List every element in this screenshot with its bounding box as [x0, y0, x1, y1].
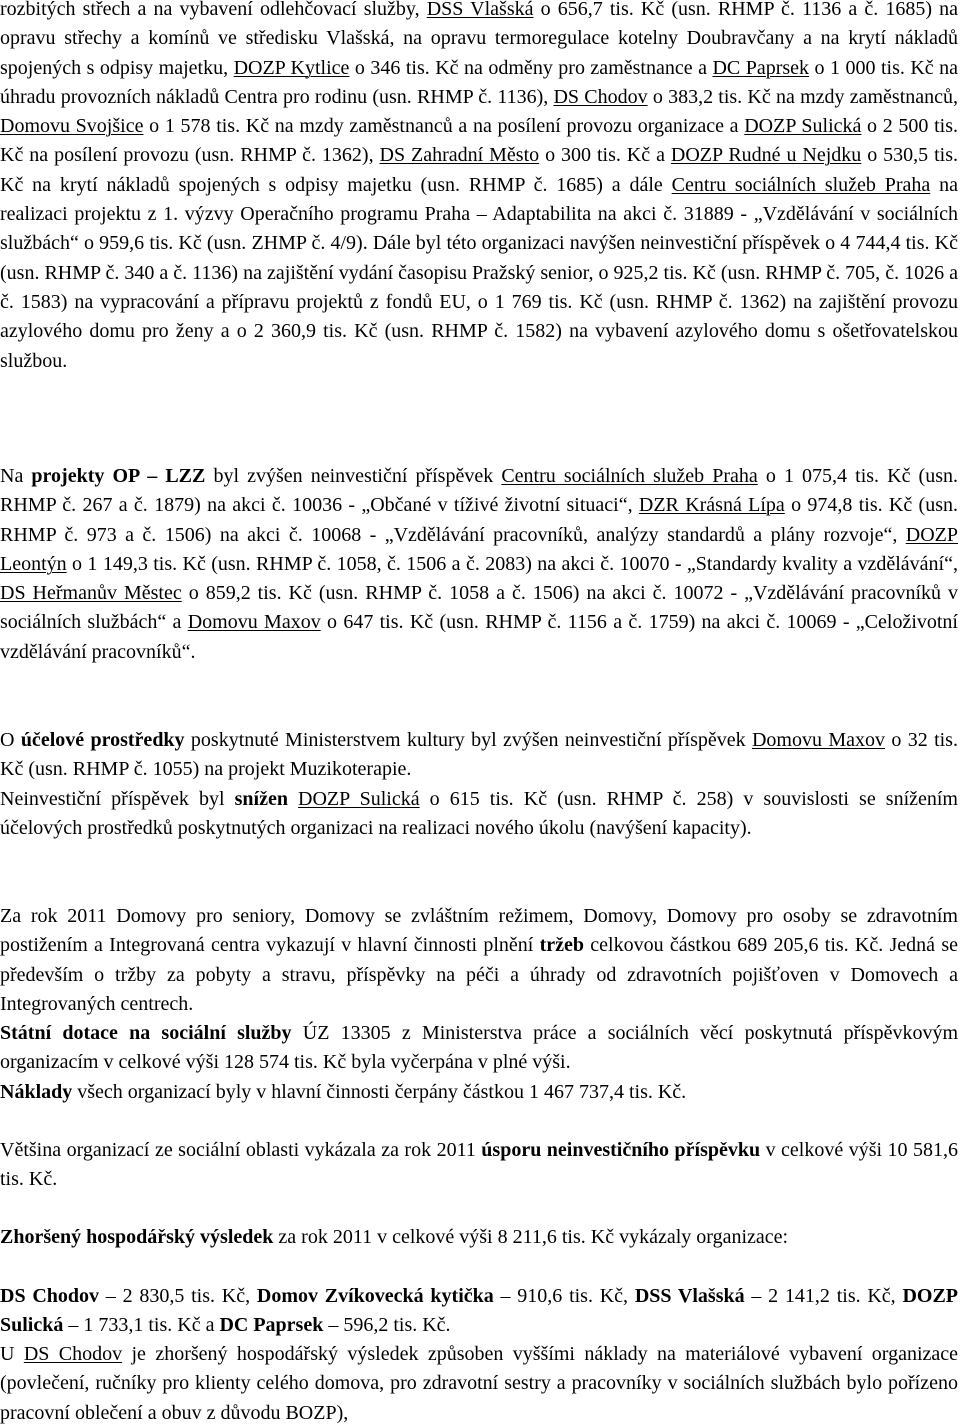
organization-name: DOZP Rudné u Nejdku: [670, 144, 862, 167]
organization-name: Centru sociálních služeb Praha: [671, 173, 931, 196]
text-run: za rok 2011 v celkové výši 8 211,6 tis. Kč vykázaly organizace:: [273, 1226, 789, 1248]
bold-term: DSS Vlašská: [634, 1285, 745, 1307]
bold-term: Státní dotace na sociální služby: [0, 1022, 292, 1044]
text-run: o 346 tis. Kč na odměny pro zaměstnance a: [349, 56, 713, 79]
text-run: o 1 075,4 tis. Kč (usn. RHMP č. 267 a č. 1879) na akci č. 10036 - „Občané v tíživé životní situaci“,: [0, 465, 958, 517]
bold-term: tržeb: [539, 934, 585, 957]
text-run: o 300 tis. Kč a: [539, 144, 671, 167]
bold-term: Domov Zvíkovecká kytička: [256, 1285, 494, 1307]
text-run: v celkové výši 10 581,6 tis. Kč.: [0, 1139, 958, 1191]
organization-name: DOZP Leontýn: [0, 523, 958, 575]
bold-term: snížen: [234, 788, 288, 810]
text-run: o 974,8 tis. Kč (usn. RHMP č. 973 a č. 1506) na akci č. 10068 - „Vzdělávání pracovníků, analýzy standardů a plány rozvoje“,: [0, 494, 958, 546]
paragraph-savings: [0, 1136, 958, 1195]
text-run: o 383,2 tis. Kč na mzdy zaměstnanců,: [647, 85, 959, 108]
bold-term: projekty OP – LZZ: [31, 465, 206, 487]
text-run: rozbitých střech a na vybavení odlehčovací služby,: [0, 0, 427, 20]
bold-term: DS Chodov: [0, 1285, 100, 1307]
organization-name: DOZP Kytlice: [233, 56, 350, 79]
text-run: o 615 tis. Kč (usn. RHMP č. 258) v souvislosti se snížením účelových prostředků poskytnutých organizaci na realizaci nového úkolu (navýšení kapacity).: [0, 788, 958, 840]
text-run: Na: [0, 465, 32, 487]
text-run: O: [0, 729, 21, 751]
bold-term: účelové prostředky: [20, 729, 185, 751]
bold-term: DOZP Sulická: [0, 1285, 959, 1337]
paragraph-organization-list: [0, 1282, 958, 1341]
organization-name: DSS Vlašská: [426, 0, 534, 20]
text-run: o 1 578 tis. Kč na mzdy zaměstnanců a na posílení provozu organizace a: [143, 115, 745, 138]
bold-term: DC Paprsek: [219, 1314, 324, 1337]
organization-name: Domovu Maxov: [187, 611, 321, 634]
text-run: o 1 149,3 tis. Kč (usn. RHMP č. 1058, č. 1506 a č. 2083) na akci č. 10070 - „Standardy kvality a vzdělávání“,: [66, 552, 958, 575]
text-run: byl zvýšen neinvestiční příspěvek: [205, 465, 502, 487]
text-run: o 656,7 tis. Kč (usn. RHMP č. 1136 a č. 1685) na opravu střechy a komínů ve středisku Vlašská, na opravu termoregulace kotelny Doubravčany a na krytí nákladů spojených s odpisy majetku,: [0, 0, 958, 79]
text-run: je zhoršený hospodářský výsledek způsoben vyššími náklady na materiálové vybavení organizace (povlečení, ručníky pro klienty celého domova, pro zdravotní sestry a pracovníky v sociálních službách bylo pořízeno pracovní oblečení a obuv z důvodu BOZP),: [0, 1343, 959, 1424]
organization-name: DS Chodov: [23, 1343, 123, 1365]
text-run: – 1 733,1 tis. Kč a: [63, 1314, 220, 1337]
paragraph-costs: [0, 1078, 958, 1107]
organization-name: DOZP Sulická: [744, 115, 862, 138]
text-run: [288, 788, 298, 810]
text-run: na realizaci projektu z 1. výzvy Operačního programu Praha – Adaptabilita na akci č. 31889 - „Vzdělávání v sociálních službách“ o 959,6 tis. Kč (usn. ZHMP č. 4/9). Dále byl této organizaci navýšen neinvestiční příspěvek o 4 744,4 tis. Kč (usn. RHMP č. 340 a č. 1136) na zajištění vydání časopisu Pražský senior, o 925,2 tis. Kč (usn. RHMP č. 705, č. 1026 a č. 1583) na vypracování a přípravu projektů z fondů EU, o 1 769 tis. Kč (usn. RHMP č. 1362) na zajištění provozu azylového domu pro ženy a o 2 360,9 tis. Kč (usn. RHMP č. 1582) na vybavení azylového domu s ošetřovatelskou službou.: [0, 173, 958, 372]
organization-name: DS Zahradní Město: [379, 144, 540, 167]
text-run: všech organizací byly v hlavní činnosti čerpány částkou 1 467 737,4 tis. Kč.: [72, 1081, 687, 1103]
text-run: – 2 830,5 tis. Kč,: [99, 1285, 257, 1307]
text-run: – 2 141,2 tis. Kč,: [744, 1285, 903, 1307]
text-run: poskytnuté Ministerstvem kultury byl zvýšen neinvestiční příspěvek: [184, 729, 752, 751]
text-run: o 647 tis. Kč (usn. RHMP č. 1156 a č. 1759) na akci č. 10069 - „Celoživotní vzdělávání pracovníků“.: [0, 611, 958, 663]
organization-name: Centru sociálních služeb Praha: [501, 465, 758, 487]
text-run: o 32 tis. Kč (usn. RHMP č. 1055) na projekt Muzikoterapie.: [0, 729, 958, 781]
bold-term: Zhoršený hospodářský výsledek: [0, 1226, 274, 1248]
organization-name: DOZP Sulická: [298, 788, 420, 810]
text-run: celkovou částkou 689 205,6 tis. Kč. Jedná se především o tržby za pobyty a stravu, příspěvky na péči a úhrady od zdravotních pojišťoven v Domovech a Integrovaných centrech.: [0, 934, 958, 1015]
paragraph-reduction: [0, 785, 958, 844]
bold-term: Náklady: [0, 1081, 73, 1103]
paragraph-state-subsidy: [0, 1019, 958, 1078]
text-run: Za rok 2011 Domovy pro seniory, Domovy se zvláštním režimem, Domovy, Domovy pro osoby se zdravotním postižením a Integrovaná centra vykazují v hlavní činnosti plnění: [0, 905, 958, 957]
bold-term: úsporu neinvestičního příspěvku: [481, 1139, 761, 1161]
text-run: – 596,2 tis. Kč.: [323, 1314, 451, 1337]
paragraph-ds-chodov-explanation: [0, 1340, 958, 1426]
organization-name: DC Paprsek: [712, 56, 810, 79]
text-run: o 1 000 tis. Kč na úhradu provozních nákladů Centra pro rodinu (usn. RHMP č. 1136),: [0, 56, 959, 108]
text-run: o 859,2 tis. Kč (usn. RHMP č. 1058 a č. 1506) na akci č. 10072 - „Vzdělávání pracovníků v sociálních službách“ a: [0, 582, 958, 634]
paragraph-social-services-funding: [0, 0, 958, 376]
paragraph-revenues: [0, 902, 958, 1019]
text-run: o 2 500 tis. Kč na posílení provozu (usn. RHMP č. 1362),: [0, 115, 958, 167]
text-run: Většina organizací ze sociální oblasti vykázala za rok 2011: [0, 1139, 482, 1161]
text-run: U: [0, 1343, 24, 1365]
organization-name: Domovu Maxov: [751, 729, 885, 751]
text-run: – 910,6 tis. Kč,: [493, 1285, 635, 1307]
text-run: Neinvestiční příspěvek byl: [0, 788, 235, 810]
organization-name: DS Heřmanův Městec: [0, 582, 182, 605]
organization-name: DS Chodov: [553, 85, 648, 108]
organization-name: Domovu Svojšice: [0, 115, 144, 138]
text-run: o 530,5 tis. Kč na krytí nákladů spojených s odpisy majetku (usn. RHMP č. 1685) a dále: [0, 144, 959, 196]
organization-name: DZR Krásná Lípa: [638, 494, 785, 517]
paragraph-ministry-of-culture: [0, 726, 958, 785]
text-run: ÚZ 13305 z Ministerstva práce a sociálních věcí poskytnutá příspěvkovým organizacím v celkové výši 128 574 tis. Kč byla vyčerpána v plné výši.: [0, 1022, 959, 1074]
paragraph-worse-result: [0, 1223, 958, 1252]
paragraph-op-lzz-projects: [0, 462, 958, 667]
